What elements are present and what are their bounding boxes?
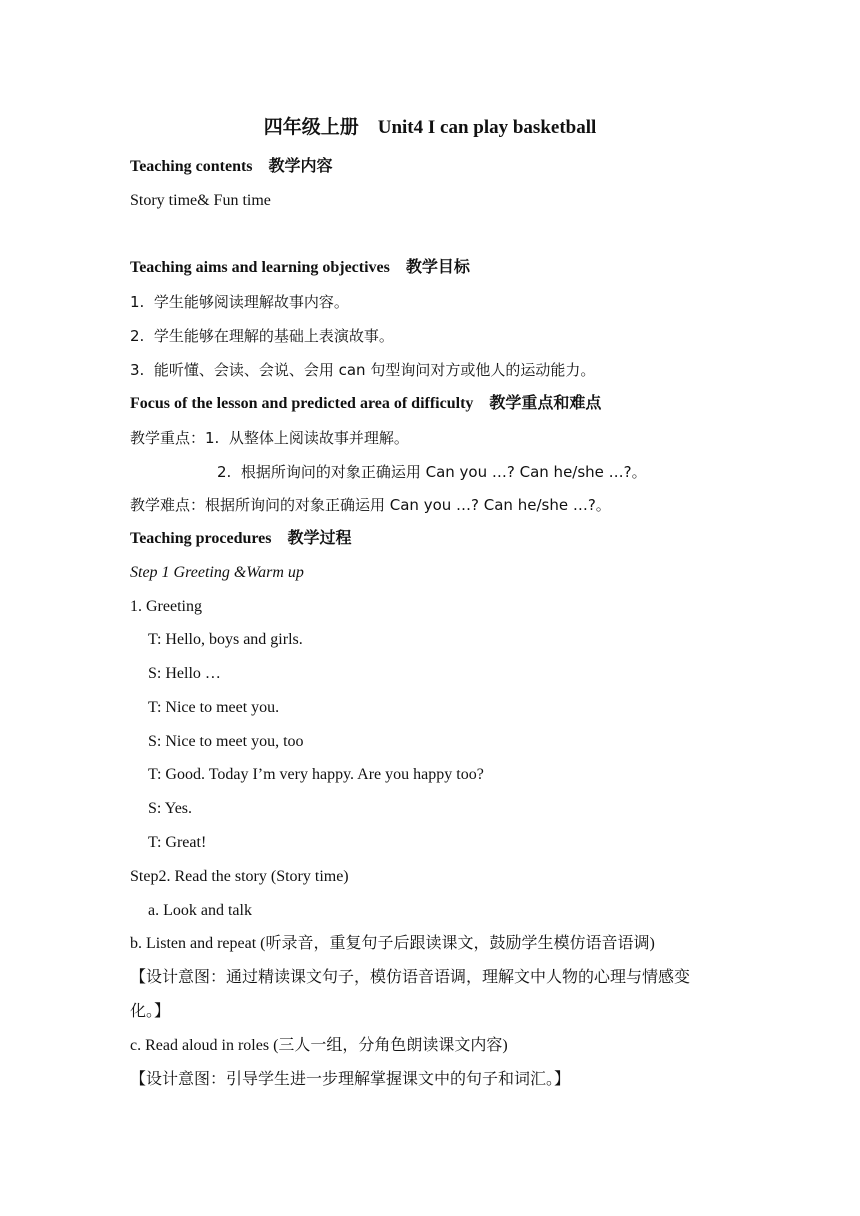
step2-heading: Step2. Read the story (Story time) (130, 868, 349, 885)
page-title: 四年级上册 Unit4 I can play basketball (263, 117, 597, 138)
design-intent-2: 【设计意图：引导学生进一步理解掌握课文中的句子和词汇。】 (130, 1071, 571, 1088)
read-aloud-in-roles: c. Read aloud in roles (三人一组，分角色朗读课文内容) (130, 1037, 508, 1054)
key-point-1: 教学重点：1. 从整体上阅读故事并理解。 (130, 429, 409, 447)
key-point-2: 2. 根据所询问的对象正确运用 Can you …? Can he/she …?。 (217, 463, 647, 481)
listen-and-repeat: b. Listen and repeat (听录音，重复句子后跟读课文，鼓励学生模仿语音语调) (130, 935, 655, 952)
focus-heading: Focus of the lesson and predicted area of difficulty 教学重点和难点 (130, 395, 602, 412)
aim-item-3: 3. 能听懂、会读、会说、会用 can 句型询问对方或他人的运动能力。 (130, 361, 596, 379)
step1-heading: Step 1 Greeting &Warm up (130, 564, 304, 581)
design-intent-1-line-2: 化。】 (130, 1003, 171, 1020)
design-intent-1-line-1: 【设计意图：通过精读课文句子，模仿语音语调，理解文中人物的心理与情感变 (130, 969, 691, 986)
teaching-contents-heading: Teaching contents 教学内容 (130, 158, 333, 175)
dialogue-line: T: Great! (148, 834, 207, 851)
aim-item-2: 2. 学生能够在理解的基础上表演故事。 (130, 327, 394, 345)
greeting-label: 1. Greeting (130, 598, 202, 615)
dialogue-line: S: Yes. (148, 800, 193, 817)
dialogue-line: T: Hello, boys and girls. (148, 631, 303, 648)
teaching-contents-text: Story time& Fun time (130, 192, 271, 209)
dialogue-line: T: Good. Today I’m very happy. Are you happy too? (148, 766, 484, 783)
procedures-heading: Teaching procedures 教学过程 (130, 530, 352, 547)
dialogue-line: S: Hello … (148, 665, 221, 682)
look-and-talk: a. Look and talk (148, 902, 252, 919)
difficulty-point: 教学难点：根据所询问的对象正确运用 Can you …? Can he/she …?。 (130, 496, 611, 514)
dialogue-line: T: Nice to meet you. (148, 699, 280, 716)
dialogue-line: S: Nice to meet you, too (148, 733, 304, 750)
aim-item-1: 1. 学生能够阅读理解故事内容。 (130, 293, 349, 311)
teaching-aims-heading: Teaching aims and learning objectives 教学目标 (130, 259, 470, 276)
